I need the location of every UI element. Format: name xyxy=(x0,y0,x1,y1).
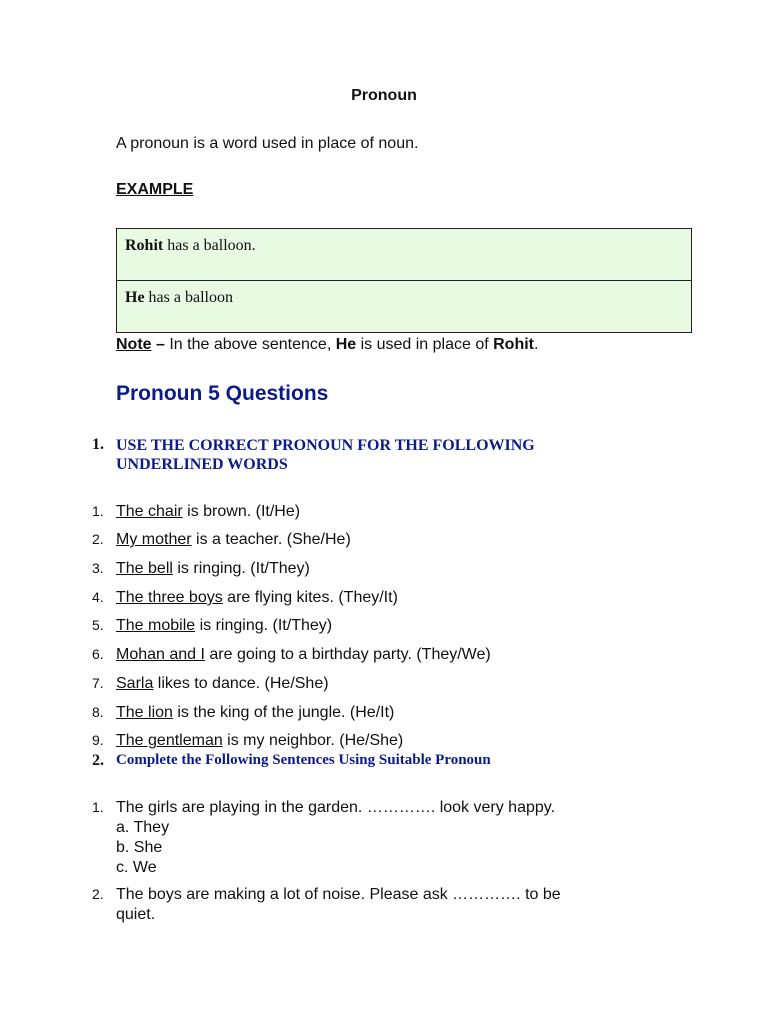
note-label: Note xyxy=(116,336,152,353)
answer-option: a. They xyxy=(116,819,170,836)
list-item: 3. The bell is ringing. (It/They) xyxy=(92,560,310,577)
definition-text: A pronoun is a word used in place of noun. xyxy=(116,135,419,152)
example-row xyxy=(117,229,692,281)
example-heading: EXAMPLE xyxy=(116,181,194,198)
section-number: 1. xyxy=(92,436,104,453)
list-item: 6. Mohan and I are going to a birthday party. (They/We) xyxy=(92,646,491,663)
example-predicate: has a balloon. xyxy=(163,237,256,254)
question-item: 2. The boys are making a lot of noise. Please ask …………. to be xyxy=(92,886,561,903)
example-row xyxy=(117,281,692,333)
example-subject: Rohit xyxy=(125,237,164,254)
section-heading: USE THE CORRECT PRONOUN FOR THE FOLLOWING UNDERLINED WORDS xyxy=(116,437,535,473)
note-text: Note – In the above sentence, He is used in place of Rohit. xyxy=(116,336,539,353)
list-item: 1. The chair is brown. (It/He) xyxy=(92,503,301,520)
list-item: 8. The lion is the king of the jungle. (He/It) xyxy=(92,704,395,721)
answer-option: b. She xyxy=(116,839,163,856)
example-predicate: has a balloon xyxy=(144,289,233,306)
question-item: 1. The girls are playing in the garden. …………. look very happy. xyxy=(92,799,556,816)
list-item: 2. My mother is a teacher. (She/He) xyxy=(92,531,351,548)
list-item: 9. The gentleman is my neighbor. (He/She) xyxy=(92,732,404,749)
section-heading: Complete the Following Sentences Using Suitable Pronoun xyxy=(116,752,491,768)
example-subject: He xyxy=(125,289,145,306)
section-number: 2. xyxy=(92,752,104,769)
list-item: 4. The three boys are flying kites. (They/It) xyxy=(92,589,398,606)
list-item: 5. The mobile is ringing. (It/They) xyxy=(92,617,333,634)
answer-option: c. We xyxy=(116,859,157,876)
example-table xyxy=(116,228,692,333)
list-item: 7. Sarla likes to dance. (He/She) xyxy=(92,675,329,692)
section-title: Pronoun 5 Questions xyxy=(116,382,329,405)
question-continuation: quiet. xyxy=(116,906,156,923)
page-title: Pronoun xyxy=(351,87,417,104)
